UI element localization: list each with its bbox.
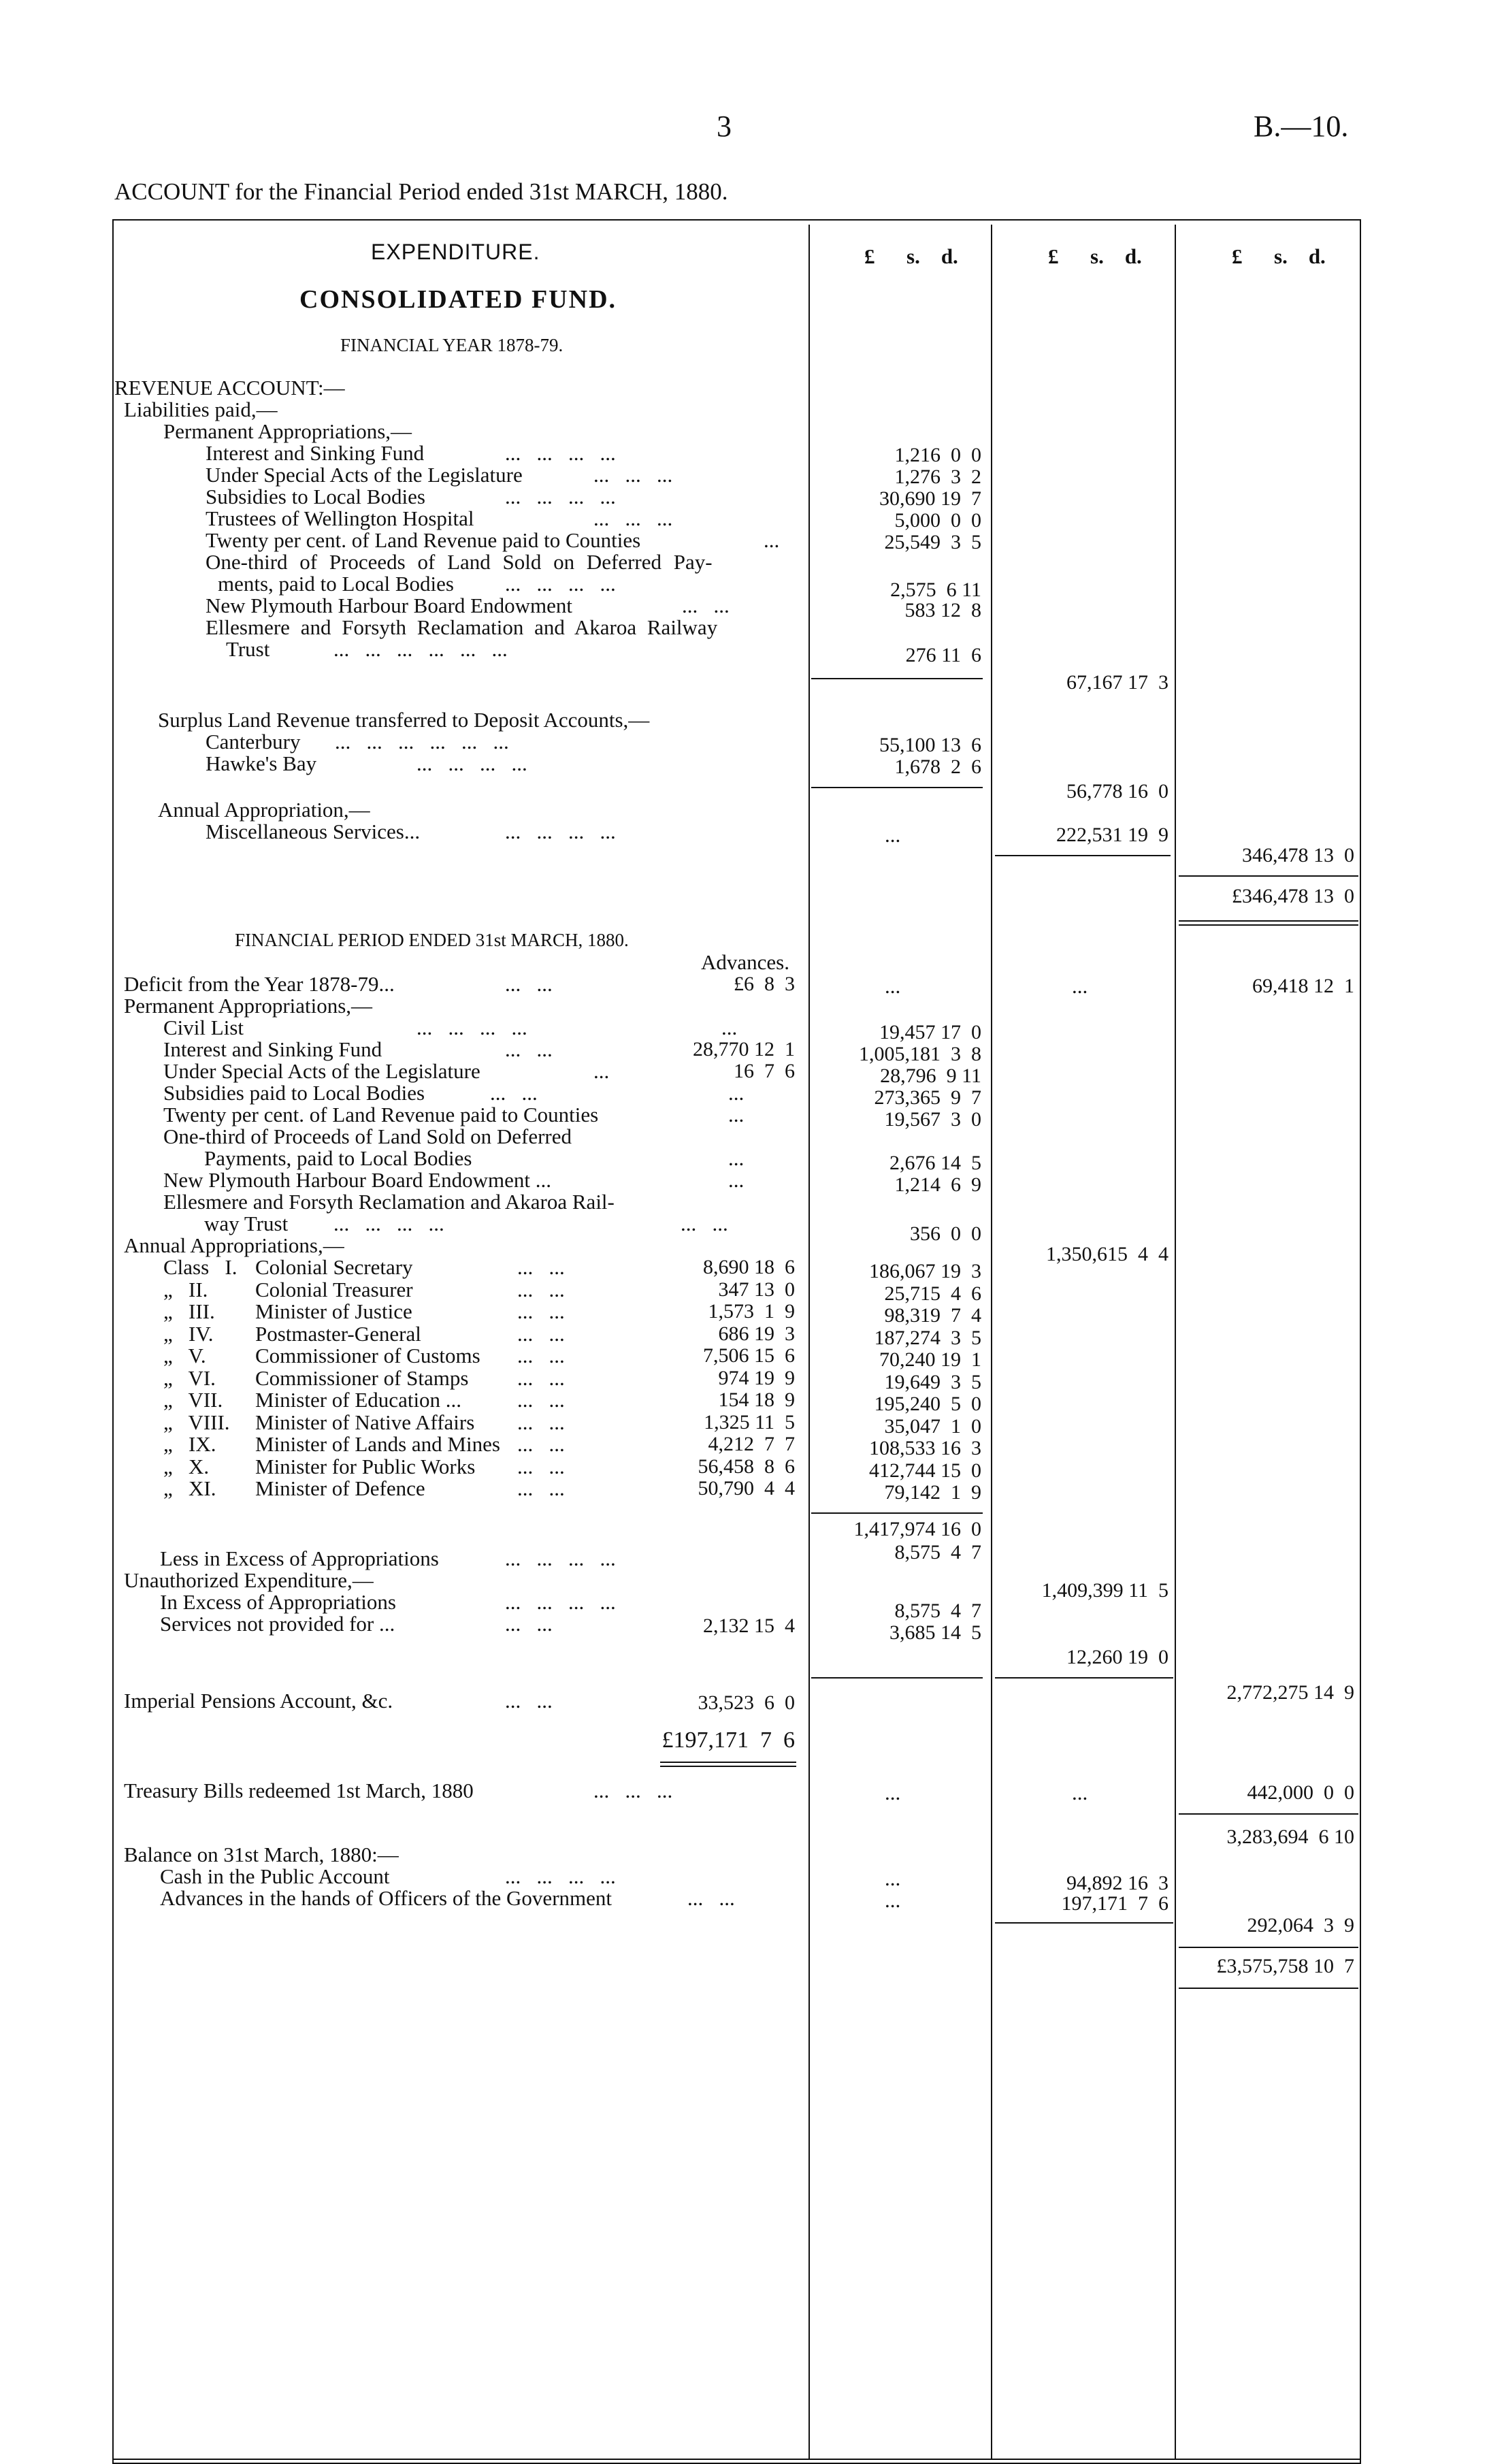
amount-cell: 273,365 9 7 <box>874 1086 981 1109</box>
liabilities-paid-label: Liabilities paid,— <box>124 398 278 421</box>
advance-cell: 16 7 6 <box>734 1060 795 1082</box>
amount-cell: 2,575 6 11 <box>890 579 981 601</box>
col-divider-1 <box>808 225 810 2459</box>
row-label: Imperial Pensions Account, &c. <box>124 1689 393 1713</box>
advance-cell: 1,325 11 5 <box>704 1411 795 1433</box>
leader-dots: ... ... <box>517 1432 565 1456</box>
advances-header: Advances. <box>701 950 789 974</box>
row-label: Subsidies paid to Local Bodies <box>163 1081 425 1105</box>
total-rule <box>1179 875 1358 877</box>
leader-dots: ... <box>1072 1781 1088 1804</box>
amount-cell: 186,067 19 3 <box>869 1260 981 1282</box>
leader-dots: ... ... <box>505 1037 553 1061</box>
class-name: Minister of Justice <box>255 1299 412 1323</box>
leader-dots: ... ... <box>505 972 553 996</box>
page-code: B.—10. <box>1254 110 1349 143</box>
class-name: Commissioner of Customs <box>255 1344 480 1367</box>
amount-cell: 442,000 0 0 <box>1247 1781 1354 1804</box>
leader-dots: ... ... ... ... <box>333 1212 444 1235</box>
leader-dots: ... ... ... ... ... ... <box>333 637 508 661</box>
class-number: „ II. <box>163 1278 208 1301</box>
amount-cell: 222,531 19 9 <box>1056 824 1169 846</box>
annual-appropriations-label: Annual Appropriations,— <box>124 1233 344 1257</box>
advances-total: £197,171 7 6 <box>661 1728 795 1753</box>
table-bottom-border <box>112 2459 1361 2460</box>
amount-cell: 583 12 8 <box>904 599 981 621</box>
amount-cell: 35,047 1 0 <box>884 1415 981 1438</box>
leader-dots: ... ... <box>517 1278 565 1301</box>
subtotal-rule <box>995 855 1171 856</box>
advance-cell: 1,573 1 9 <box>708 1300 795 1323</box>
class-number: „ V. <box>163 1344 206 1367</box>
class-number: „ VI. <box>163 1366 216 1390</box>
amount-cell: 56,778 16 0 <box>1066 780 1169 803</box>
amount-cell: 30,690 19 7 <box>879 487 981 510</box>
class-name: Minister of Lands and Mines <box>255 1432 500 1456</box>
subtotal-rule <box>811 1512 983 1514</box>
amount-cell: 79,142 1 9 <box>884 1481 981 1504</box>
amount-cell: 412,744 15 0 <box>869 1459 981 1482</box>
advance-cell: 2,132 15 4 <box>703 1615 795 1637</box>
class-number: „ VII. <box>163 1388 223 1412</box>
leader-dots: ... <box>885 1888 901 1912</box>
leader-dots: ... ... ... ... <box>505 820 616 843</box>
amount-cell: 187,274 3 5 <box>874 1327 981 1349</box>
amount-cell: 197,171 7 6 <box>1061 1892 1169 1915</box>
class-number: „ X. <box>163 1455 210 1478</box>
table-right-border <box>1360 219 1361 2464</box>
grand-total-2: £3,575,758 10 7 <box>1216 1955 1354 1977</box>
class-name: Colonial Treasurer <box>255 1278 413 1301</box>
leader-dots: ... ... <box>517 1299 565 1323</box>
subtotal-rule <box>1179 1813 1358 1815</box>
row-label: Under Special Acts of the Legislature <box>206 463 523 487</box>
leader-dots: ... ... <box>505 1612 553 1636</box>
leader-dots: ... ... ... <box>593 506 673 530</box>
row-label: Payments, paid to Local Bodies <box>204 1146 472 1170</box>
class-name: Postmaster-General <box>255 1322 421 1346</box>
balance-label: Balance on 31st March, 1880:— <box>124 1843 399 1866</box>
surplus-label: Surplus Land Revenue transferred to Deposit Accounts,— <box>158 708 650 732</box>
leader-dots: ... <box>885 1866 901 1890</box>
class-number: „ VIII. <box>163 1410 230 1434</box>
leader-dots: ... <box>728 1168 745 1192</box>
leader-dots: ... ... ... ... <box>505 1864 616 1888</box>
leader-dots: ... ... ... ... <box>505 485 616 508</box>
page-number: 3 <box>717 110 732 143</box>
row-label: Services not provided for ... <box>160 1612 395 1636</box>
amount-cell: 1,216 0 0 <box>894 444 981 466</box>
amount-cell: 356 0 0 <box>910 1222 981 1245</box>
row-label: One-third of Proceeds of Land Sold on Deferred <box>163 1124 572 1148</box>
row-label: New Plymouth Harbour Board Endowment ... <box>163 1168 551 1192</box>
total-rule <box>1179 1947 1358 1948</box>
row-label: In Excess of Appropriations <box>160 1590 396 1614</box>
leader-dots: ... ... <box>687 1886 735 1910</box>
leader-dots: ... ... <box>517 1476 565 1500</box>
amount-cell: 25,549 3 5 <box>884 531 981 553</box>
amount-cell: 1,276 3 2 <box>894 466 981 488</box>
grand-total-1: £346,478 13 0 <box>1232 885 1354 907</box>
leader-dots: ... ... <box>517 1344 565 1367</box>
leader-dots: ... ... <box>517 1410 565 1434</box>
amount-cell: 69,418 12 1 <box>1252 975 1354 997</box>
amount-cell: 1,350,615 4 4 <box>1046 1243 1169 1265</box>
row-label: Hawke's Bay <box>206 751 317 775</box>
amount-cell: 346,478 13 0 <box>1242 844 1354 866</box>
amount-cell: 19,567 3 0 <box>884 1108 981 1131</box>
row-label: Trustees of Wellington Hospital <box>206 506 474 530</box>
class-name: Minister for Public Works <box>255 1455 476 1478</box>
leader-dots: ... ... <box>505 1689 553 1713</box>
class-name: Minister of Defence <box>255 1476 425 1500</box>
amount-cell: 1,678 2 6 <box>894 756 981 778</box>
row-label: Ellesmere and Forsyth Reclamation and Akaroa Railway <box>206 615 718 639</box>
class-number: „ IX. <box>163 1432 216 1456</box>
leader-dots: ... ... ... ... <box>505 1590 616 1614</box>
amount-cell: 8,575 4 7 <box>894 1600 981 1622</box>
advance-cell: 50,790 4 4 <box>698 1477 795 1500</box>
leader-dots: ... ... ... ... ... ... <box>335 730 509 753</box>
amount-cell: 2,772,275 14 9 <box>1226 1681 1354 1704</box>
leader-dots: ... ... ... <box>593 1779 673 1802</box>
row-label: Twenty per cent. of Land Revenue paid to Counties <box>206 528 641 552</box>
advance-cell: 28,770 12 1 <box>693 1038 795 1060</box>
row-label: Under Special Acts of the Legislature <box>163 1059 480 1083</box>
col-divider-3 <box>1175 225 1176 2459</box>
class-name: Minister of Education ... <box>255 1388 462 1412</box>
row-label: Canterbury <box>206 730 301 753</box>
subtotal-rule <box>995 1677 1173 1679</box>
amount-cell: 1,409,399 11 5 <box>1041 1579 1169 1602</box>
amount-cell: 12,260 19 0 <box>1066 1646 1169 1668</box>
permanent-appropriations-label: Permanent Appropriations,— <box>124 994 373 1018</box>
leader-dots: ... ... <box>517 1366 565 1390</box>
row-label: Miscellaneous Services... <box>206 820 421 843</box>
leader-dots: ... ... ... ... <box>416 751 527 775</box>
leader-dots: ... ... <box>682 594 730 617</box>
amount-cell: 8,575 4 7 <box>894 1541 981 1563</box>
amount-cell: 25,715 4 6 <box>884 1282 981 1305</box>
leader-dots: ... <box>885 1781 901 1804</box>
leader-dots: ... ... ... ... <box>505 1546 616 1570</box>
subtotal-rule <box>811 678 983 679</box>
amount-cell: 1,214 6 9 <box>894 1173 981 1196</box>
row-label: Interest and Sinking Fund <box>163 1037 382 1061</box>
leader-dots: ... <box>728 1103 745 1126</box>
row-label: New Plymouth Harbour Board Endowment <box>206 594 572 617</box>
leader-dots: ... ... ... ... <box>505 572 616 596</box>
class-name: Colonial Secretary <box>255 1255 413 1279</box>
double-rule <box>660 1762 796 1763</box>
financial-year-header: FINANCIAL YEAR 1878-79. <box>340 335 563 355</box>
amount-cell: 292,064 3 9 <box>1247 1914 1354 1936</box>
table-top-border <box>112 219 1361 221</box>
advance-cell: 33,523 6 0 <box>698 1691 795 1714</box>
amount-cell: 1,005,181 3 8 <box>859 1043 981 1065</box>
row-label: Twenty per cent. of Land Revenue paid to Counties <box>163 1103 599 1126</box>
leader-dots: ... <box>593 1059 610 1083</box>
advance-cell: 686 19 3 <box>718 1323 795 1345</box>
amount-cell: 67,167 17 3 <box>1066 671 1169 694</box>
amount-cell: 2,676 14 5 <box>889 1152 981 1174</box>
double-rule <box>660 1766 796 1767</box>
fund-header: CONSOLIDATED FUND. <box>299 285 617 314</box>
leader-dots: ... ... <box>517 1388 565 1412</box>
leader-dots: ... <box>728 1146 745 1170</box>
row-label: Cash in the Public Account <box>160 1864 390 1888</box>
class-number: „ III. <box>163 1299 215 1323</box>
col-header-3: £ s. d. <box>1232 244 1326 268</box>
class-name: Minister of Native Affairs <box>255 1410 475 1434</box>
col-divider-2 <box>991 225 992 2459</box>
amount-cell: 28,796 9 11 <box>880 1065 981 1087</box>
leader-dots: ... ... <box>517 1322 565 1346</box>
leader-dots: ... ... <box>517 1455 565 1478</box>
amount-cell: 19,457 17 0 <box>879 1021 981 1043</box>
amount-cell: 3,283,694 6 10 <box>1226 1826 1354 1848</box>
amount-cell: 70,240 19 1 <box>879 1348 981 1371</box>
advance-cell: 8,690 18 6 <box>703 1256 795 1278</box>
leader-dots: ... <box>885 974 901 998</box>
leader-dots: ... ... <box>681 1212 728 1235</box>
permanent-appropriations-label: Permanent Appropriations,— <box>163 419 412 443</box>
table-left-border <box>112 219 114 2464</box>
amount-cell: 108,533 16 3 <box>869 1437 981 1459</box>
row-label: Subsidies to Local Bodies <box>206 485 425 508</box>
leader-dots: ... ... <box>517 1255 565 1279</box>
amount-cell: 98,319 7 4 <box>884 1304 981 1327</box>
class-number: Class I. <box>163 1255 238 1279</box>
amount-cell: 3,685 14 5 <box>889 1621 981 1644</box>
amount-cell: 94,892 16 3 <box>1066 1872 1169 1894</box>
double-rule <box>1179 920 1358 922</box>
class-number: „ IV. <box>163 1322 214 1346</box>
subtotal-rule <box>995 1922 1173 1924</box>
amount-cell: 5,000 0 0 <box>894 509 981 532</box>
amount-cell: 195,240 5 0 <box>874 1393 981 1415</box>
row-label: Interest and Sinking Fund <box>206 441 425 465</box>
amount-cell: 55,100 13 6 <box>879 734 981 756</box>
row-label: way Trust <box>204 1212 289 1235</box>
row-label: Less in Excess of Appropriations <box>160 1546 439 1570</box>
row-label: Deficit from the Year 1878-79... <box>124 972 395 996</box>
leader-dots: ... <box>1072 974 1088 998</box>
amount-cell: 276 11 6 <box>905 644 981 666</box>
leader-dots: ... ... ... <box>593 463 673 487</box>
double-rule <box>1179 1988 1358 1989</box>
class-number: „ XI. <box>163 1476 216 1500</box>
row-label: One-third of Proceeds of Land Sold on Deferred Pay- <box>206 550 713 574</box>
amount-cell: 1,417,974 16 0 <box>853 1518 981 1540</box>
advance-cell: 4,212 7 7 <box>708 1433 795 1455</box>
advance-cell: 154 18 9 <box>718 1389 795 1411</box>
advance-cell: 56,458 8 6 <box>698 1455 795 1478</box>
subtotal-rule <box>811 787 983 788</box>
row-label: Advances in the hands of Officers of the Government <box>160 1886 612 1910</box>
double-rule <box>1179 924 1358 926</box>
leader-dots: ... ... ... ... <box>505 441 616 465</box>
leader-dots: ... <box>885 823 901 847</box>
leader-dots: ... <box>728 1081 745 1105</box>
leader-dots: ... ... ... ... <box>416 1016 527 1039</box>
document-title: ACCOUNT for the Financial Period ended 31st MARCH, 1880. <box>114 178 728 205</box>
col-header-2: £ s. d. <box>1048 244 1142 268</box>
row-label: Trust <box>226 637 270 661</box>
leader-dots: ... <box>764 528 780 552</box>
advance-cell: £6 8 3 <box>734 973 795 995</box>
annual-appropriation-label: Annual Appropriation,— <box>158 798 370 822</box>
unauthorized-label: Unauthorized Expenditure,— <box>124 1568 374 1592</box>
row-label: ments, paid to Local Bodies <box>218 572 454 596</box>
advance-cell: 974 19 9 <box>718 1367 795 1389</box>
section2-heading: FINANCIAL PERIOD ENDED 31st MARCH, 1880. <box>235 930 629 950</box>
row-label: Treasury Bills redeemed 1st March, 1880 <box>124 1779 474 1802</box>
class-name: Commissioner of Stamps <box>255 1366 469 1390</box>
row-label: Ellesmere and Forsyth Reclamation and Akaroa Rail- <box>163 1190 615 1214</box>
row-label: Civil List <box>163 1016 244 1039</box>
amount-cell: 19,649 3 5 <box>884 1371 981 1393</box>
advance-cell: 347 13 0 <box>718 1278 795 1301</box>
expenditure-header: EXPENDITURE. <box>371 240 540 264</box>
subtotal-rule <box>811 1677 983 1679</box>
leader-dots: ... <box>721 1016 738 1039</box>
col-header-1: £ s. d. <box>864 244 958 268</box>
revenue-account-label: REVENUE ACCOUNT:— <box>114 376 345 400</box>
advance-cell: 7,506 15 6 <box>703 1344 795 1367</box>
leader-dots: ... ... <box>490 1081 538 1105</box>
